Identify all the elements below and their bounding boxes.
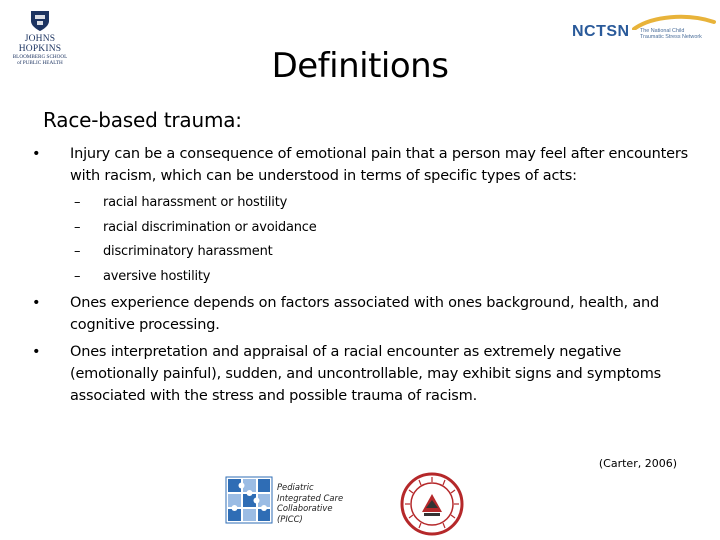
sub-list (70, 191, 690, 289)
slide-content (30, 143, 690, 407)
dash-icon: – (74, 268, 81, 284)
bullet-item (30, 341, 690, 407)
bullet-text: Ones interpretation and appraisal of a racial encounter as extremely negative (emotionally painful), sudden, and uncontrollable, may exhibit signs and symptoms associated with the stress and possible trauma of racism. (70, 344, 662, 404)
bullet-item (30, 292, 690, 336)
bullet-dot-icon: • (32, 344, 41, 360)
nctsn-tagline (640, 28, 702, 40)
bullet-text: Injury can be a consequence of emotional pain that a person may feel after encounters with racism, which can be understood in terms of specific types of acts: (70, 146, 688, 184)
sub-list-item (70, 240, 690, 265)
bullet-dot-icon: • (32, 295, 41, 311)
sub-item-text: racial harassment or hostility (103, 195, 288, 210)
sub-list-item (70, 265, 690, 290)
dash-icon: – (74, 219, 81, 235)
picc-line: Integrated Care (277, 492, 344, 503)
jh-logo-name: JOHNS HOPKINS (18, 34, 62, 54)
picc-logo (224, 475, 354, 537)
nctsn-logo (570, 14, 716, 48)
sub-item-text: racial discrimination or avoidance (103, 219, 317, 235)
nctsn-tagline-line2: Traumatic Stress Network (640, 34, 702, 40)
bullet-text: Ones experience depends on factors associated with ones background, health, and cognitive processing. (70, 295, 660, 333)
slide-title: Definitions (271, 46, 449, 86)
seal-icon (400, 472, 464, 536)
sub-item-text: discriminatory harassment (103, 244, 273, 259)
jh-logo-school-line1: BLOOMBERG SCHOOL (12, 54, 68, 60)
picc-logo-text (277, 482, 343, 524)
nctsn-tagline-line1: The National Child (640, 28, 685, 34)
citation: (Carter, 2006) (598, 457, 677, 470)
dash-icon: – (74, 244, 81, 259)
bullet-item (30, 143, 690, 187)
nctsn-acronym: NCTSN (572, 23, 630, 40)
bullet-dot-icon: • (32, 146, 41, 162)
shield-icon (30, 10, 50, 32)
picc-line: Collaborative (277, 503, 333, 513)
seal-logo (400, 472, 464, 536)
picc-line: Pediatric (277, 482, 314, 492)
jh-logo-school-line2: of PUBLIC HEALTH (17, 60, 63, 66)
puzzle-icon (224, 475, 274, 525)
picc-line: (PICC) (277, 513, 303, 524)
dash-icon: – (74, 195, 81, 210)
sub-list-item (70, 216, 690, 241)
section-heading: Race-based trauma: (43, 108, 242, 132)
sub-item-text: aversive hostility (103, 268, 211, 284)
sub-list-item (70, 191, 690, 216)
